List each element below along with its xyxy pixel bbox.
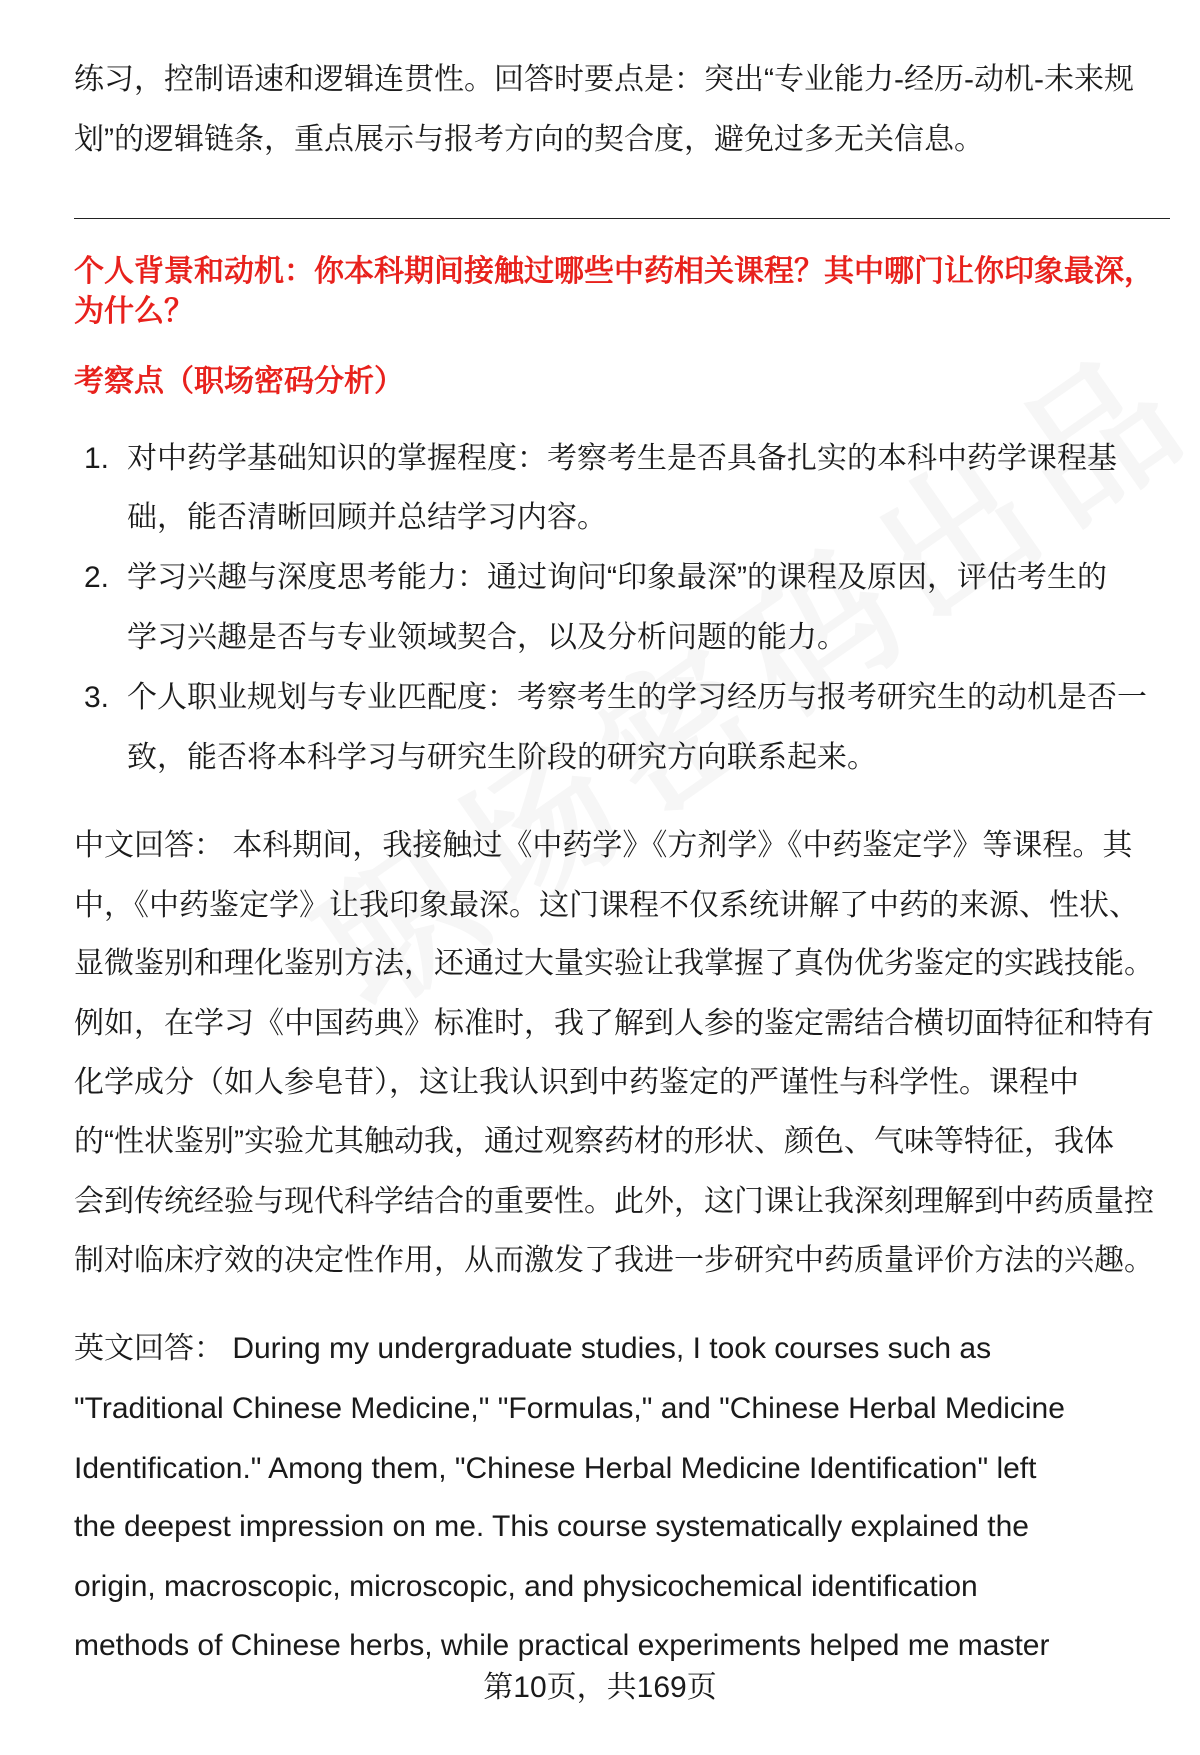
chinese-answer-line: 会到传统经验与现代科学结合的重要性。此外，这门课让我深刻理解到中药质量控 <box>74 1185 1154 1218</box>
list-item-line: 个人职业规划与专业匹配度：考察考生的学习经历与报考研究生的动机是否一 <box>127 681 1147 714</box>
english-answer-line: origin, macroscopic, microscopic, and physicochemical identification <box>74 1570 978 1603</box>
list-item-line: 致，能否将本科学习与研究生阶段的研究方向联系起来。 <box>127 741 877 774</box>
chinese-answer-line: 例如，在学习《中国药典》标准时，我了解到人参的鉴定需结合横切面特征和特有 <box>74 1007 1154 1040</box>
list-item-line: 学习兴趣与深度思考能力：通过询问“印象最深”的课程及原因，评估考生的 <box>127 561 1107 594</box>
intro-line: 练习，控制语速和逻辑连贯性。回答时要点是：突出“专业能力-经历-动机-未来规 <box>74 63 1134 96</box>
english-answer-line: methods of Chinese herbs, while practical experiments helped me master <box>74 1629 1050 1662</box>
chinese-answer-line: 中，《中药鉴定学》让我印象最深。这门课程不仅系统讲解了中药的来源、性状、 <box>74 889 1139 922</box>
list-item-line: 础，能否清晰回顾并总结学习内容。 <box>127 501 607 534</box>
question-heading-line: 为什么？ <box>74 295 194 328</box>
points-heading: 考察点（职场密码分析） <box>74 365 404 398</box>
list-item-line: 对中药学基础知识的掌握程度：考察考生是否具备扎实的本科中药学课程基 <box>127 442 1117 475</box>
chinese-answer-line: 化学成分（如人参皂苷），这让我认识到中药鉴定的严谨性与科学性。课程中 <box>74 1066 1079 1099</box>
english-answer-line: 英文回答： During my undergraduate studies, I took courses such as <box>74 1332 992 1365</box>
list-item-line: 学习兴趣是否与专业领域契合，以及分析问题的能力。 <box>127 621 847 654</box>
intro-line: 划”的逻辑链条，重点展示与报考方向的契合度，避免过多无关信息。 <box>74 123 984 156</box>
page-number: 第10页，共169页 <box>483 1671 717 1704</box>
list-number: 3. <box>84 681 110 714</box>
divider <box>74 218 1170 219</box>
english-answer-line: Identification." Among them, "Chinese Herbal Medicine Identification" left <box>74 1452 1037 1485</box>
english-answer-line: "Traditional Chinese Medicine," "Formulas," and "Chinese Herbal Medicine <box>74 1392 1065 1425</box>
list-number: 2. <box>84 561 110 594</box>
watermark <box>270 287 1200 1049</box>
chinese-answer-line: 制对临床疗效的决定性作用，从而激发了我进一步研究中药质量评价方法的兴趣。 <box>74 1244 1154 1277</box>
english-answer-line: the deepest impression on me. This course systematically explained the <box>74 1510 1029 1543</box>
chinese-answer-line: 中文回答： 本科期间，我接触过《中药学》《方剂学》《中药鉴定学》等课程。其 <box>74 829 1133 862</box>
chinese-answer-line: 的“性状鉴别”实验尤其触动我，通过观察药材的形状、颜色、气味等特征，我体 <box>74 1125 1114 1158</box>
question-heading-line: 个人背景和动机：你本科期间接触过哪些中药相关课程？其中哪门让你印象最深， <box>74 255 1154 288</box>
list-number: 1. <box>84 442 110 475</box>
chinese-answer-line: 显微鉴别和理化鉴别方法，还通过大量实验让我掌握了真伪优劣鉴定的实践技能。 <box>74 947 1154 980</box>
